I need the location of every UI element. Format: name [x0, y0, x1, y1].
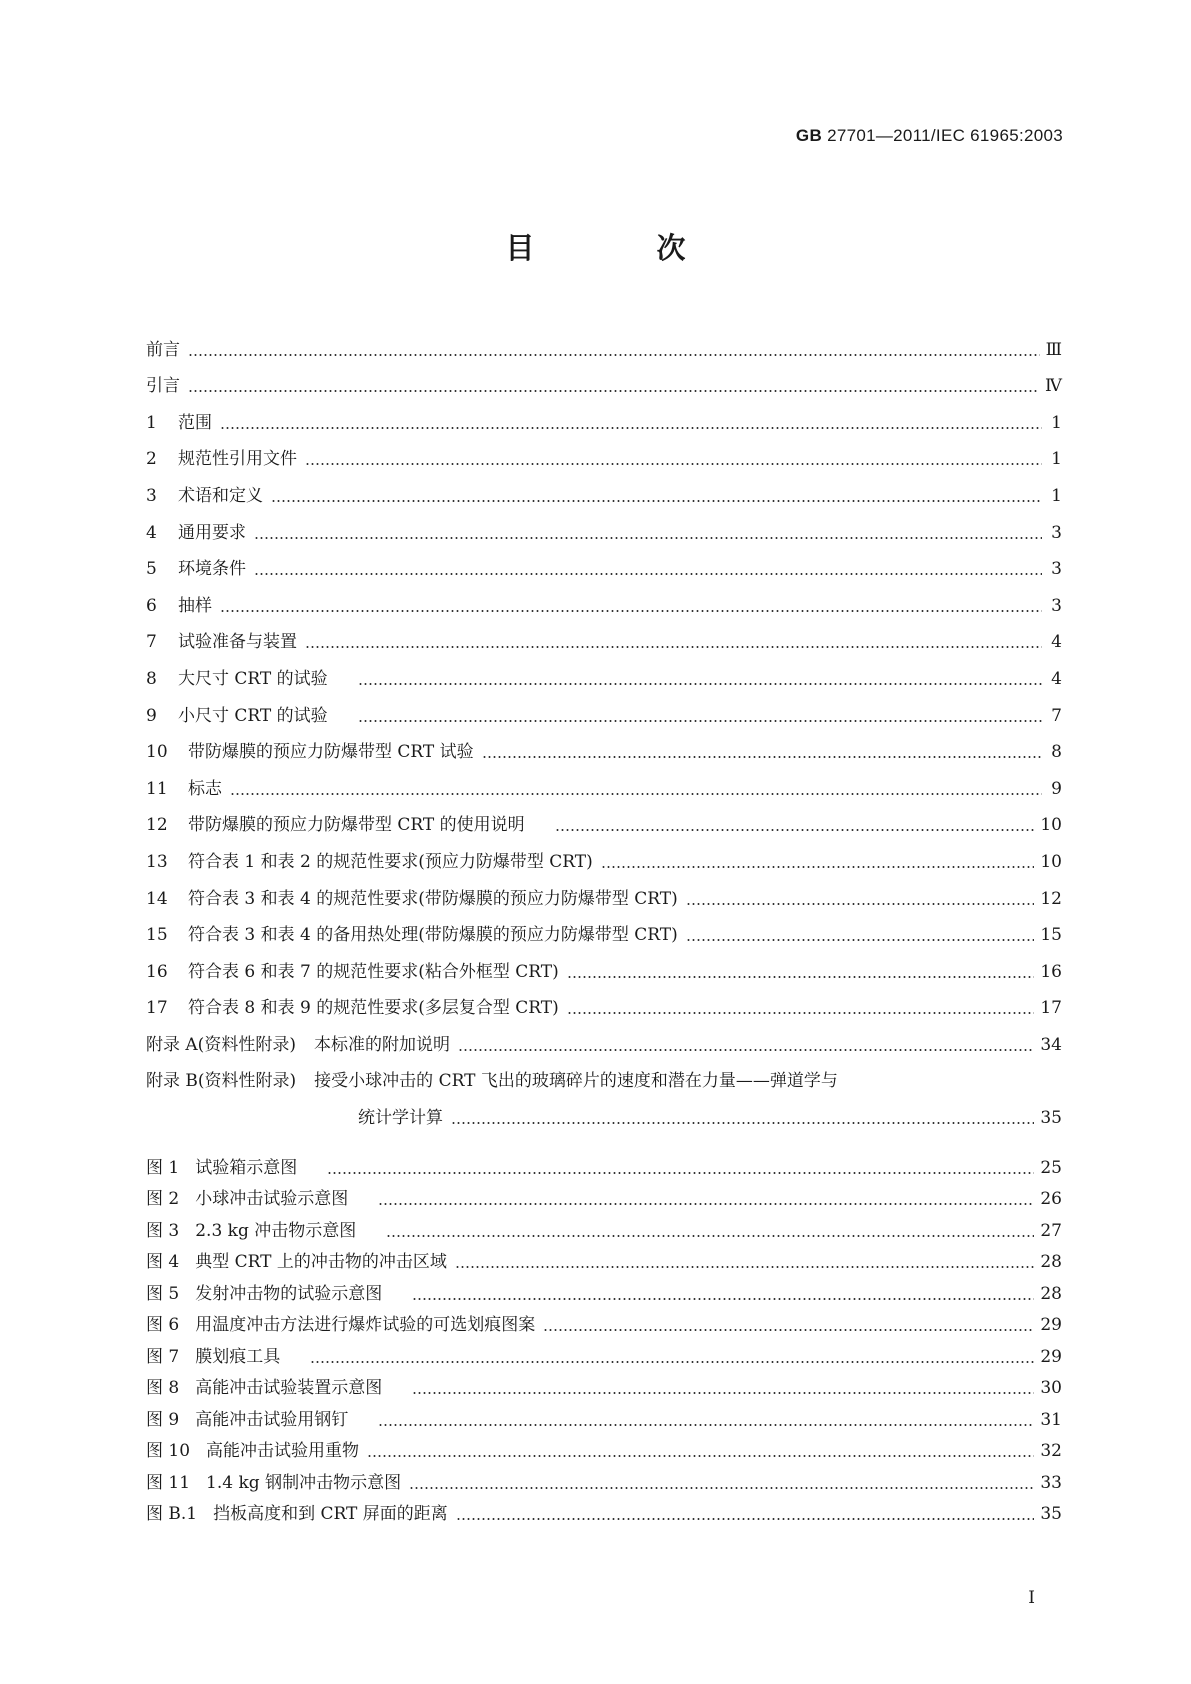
toc-entry-page: Ⅳ: [1045, 376, 1062, 397]
toc-entry-number: 17: [146, 998, 168, 1019]
figure-number: 图 8: [146, 1378, 180, 1398]
dot-leader: [254, 537, 1042, 539]
dot-leader: [367, 1455, 1034, 1457]
toc-entry-page: 4: [1051, 632, 1062, 653]
toc-figure-entry[interactable]: [146, 1210, 1062, 1242]
toc-entry-number: 9: [146, 705, 157, 726]
toc-entry[interactable]: [146, 544, 1062, 581]
toc-entry-number: 5: [146, 559, 157, 580]
toc-entry[interactable]: [146, 690, 1062, 727]
appendix-a-title: 本标准的附加说明: [313, 1034, 450, 1055]
figure-title: 1.4 kg 钢制冲击物示意图: [206, 1472, 402, 1493]
figure-page: 29: [1040, 1346, 1062, 1367]
toc-entry-title: 抽样: [178, 595, 212, 616]
dot-leader: [412, 1298, 1034, 1300]
toc-entry[interactable]: [146, 434, 1062, 471]
standard-number-header: [796, 126, 1063, 146]
dot-leader: [686, 939, 1035, 941]
figure-page: 29: [1040, 1315, 1062, 1335]
figure-title: 小球冲击试验示意图: [195, 1189, 349, 1209]
figure-number: 图 10: [146, 1441, 191, 1461]
dot-leader: [188, 390, 1039, 392]
toc-entry[interactable]: [146, 946, 1062, 983]
toc-entry-number: 15: [146, 925, 168, 946]
dot-leader: [451, 1122, 1034, 1124]
dot-leader: [305, 646, 1042, 648]
figure-title: 用温度冲击方法进行爆炸试验的可选划痕图案: [195, 1315, 536, 1335]
page-title: 目 次: [505, 231, 742, 265]
toc-entry-number: 8: [146, 668, 157, 689]
figure-page: 25: [1040, 1157, 1062, 1178]
toc-entry-title: 大尺寸 CRT 的试验: [178, 668, 328, 689]
figure-number: 图 3: [146, 1220, 180, 1241]
dot-leader: [412, 1392, 1034, 1394]
toc-entry[interactable]: [146, 470, 1062, 507]
toc-entry-page: Ⅲ: [1045, 339, 1062, 360]
toc-entry-number: 13: [146, 851, 168, 872]
dot-leader: [305, 463, 1042, 465]
toc-entry-page: 15: [1040, 925, 1062, 946]
toc-entry-title: 引言: [146, 376, 180, 397]
figure-title: 发射冲击物的试验示意图: [195, 1283, 383, 1304]
toc-entry-title: 试验准备与装置: [178, 632, 297, 653]
figure-page: 27: [1040, 1220, 1062, 1241]
footer-page-number: Ⅰ: [1028, 1588, 1035, 1608]
dot-leader: [686, 903, 1035, 905]
toc-entry[interactable]: [146, 653, 1062, 690]
toc-entry-number: 6: [146, 595, 157, 616]
toc-entry-page: 3: [1051, 522, 1062, 543]
toc-entry-title: 带防爆膜的预应力防爆带型 CRT 的使用说明: [188, 815, 525, 836]
toc-entry[interactable]: [146, 983, 1062, 1020]
toc-entry-title: 符合表 6 和表 7 的规范性要求(粘合外框型 CRT): [188, 961, 559, 982]
toc-entry-number: 2: [146, 449, 157, 470]
figure-page: 28: [1040, 1252, 1062, 1272]
toc-entry-title: 符合表 8 和表 9 的规范性要求(多层复合型 CRT): [188, 998, 559, 1019]
toc-figure-entry[interactable]: [146, 1399, 1062, 1431]
figure-number: 图 7: [146, 1346, 180, 1367]
dot-leader: [327, 1172, 1034, 1174]
appendix-a-prefix: 附录 A(资料性附录): [146, 1034, 296, 1055]
toc-entry-page: 9: [1051, 778, 1062, 799]
figure-number: 图 6: [146, 1315, 180, 1335]
toc-entry-page: 3: [1051, 559, 1062, 580]
toc-entry-title: 小尺寸 CRT 的试验: [178, 705, 328, 726]
figure-title: 高能冲击试验用重物: [206, 1441, 360, 1461]
toc-entry-number: 11: [146, 778, 168, 799]
figure-page: 28: [1040, 1283, 1062, 1304]
toc-entry-title: 符合表 3 和表 4 的备用热处理(带防爆膜的预应力防爆带型 CRT): [188, 925, 678, 946]
toc-figure-entry[interactable]: [146, 1242, 1062, 1274]
toc-entry-title: 环境条件: [178, 559, 246, 580]
toc-entry-page: 17: [1040, 998, 1062, 1019]
figure-number: 图 5: [146, 1283, 180, 1304]
toc-figure-entry[interactable]: [146, 1273, 1062, 1305]
dot-leader: [230, 793, 1042, 795]
toc-entry[interactable]: [146, 397, 1062, 434]
toc-figure-entry[interactable]: [146, 1494, 1062, 1526]
toc-appendix-a[interactable]: [146, 1019, 1062, 1056]
figure-title: 高能冲击试验装置示意图: [195, 1378, 383, 1398]
figure-number: 图 9: [146, 1409, 180, 1430]
toc-entry[interactable]: [146, 727, 1062, 764]
toc-main-list: [146, 324, 1062, 1129]
figure-number: 图 B.1: [146, 1504, 198, 1524]
toc-entry-number: 14: [146, 888, 168, 909]
figure-title: 典型 CRT 上的冲击物的冲击区域: [195, 1252, 447, 1272]
figure-number: 图 1: [146, 1157, 180, 1178]
dot-leader: [409, 1487, 1034, 1489]
toc-figure-entry[interactable]: [146, 1431, 1062, 1463]
toc-figure-list: [146, 1147, 1062, 1525]
figure-page: 32: [1040, 1441, 1062, 1461]
dot-leader: [378, 1424, 1034, 1426]
dot-leader: [567, 976, 1035, 978]
dot-leader: [543, 1329, 1034, 1331]
appendix-b-page: 35: [1040, 1108, 1062, 1129]
dot-leader: [358, 720, 1042, 722]
dot-leader: [567, 1012, 1035, 1014]
figure-number: 图 2: [146, 1189, 180, 1209]
toc-entry-page: 1: [1051, 485, 1062, 506]
toc-entry-title: 前言: [146, 339, 180, 360]
toc-entry-title: 标志: [188, 778, 222, 799]
toc-entry-number: 12: [146, 815, 168, 836]
toc-appendix-b[interactable]: [146, 1056, 1062, 1093]
toc-figure-entry[interactable]: [146, 1305, 1062, 1337]
toc-figure-entry[interactable]: [146, 1462, 1062, 1494]
figure-number: 图 11: [146, 1472, 191, 1493]
dot-leader: [456, 1518, 1035, 1520]
appendix-b-prefix: 附录 B(资料性附录): [146, 1071, 297, 1092]
figure-number: 图 4: [146, 1252, 180, 1272]
dot-leader: [555, 829, 1035, 831]
dot-leader: [254, 573, 1042, 575]
dot-leader: [458, 1049, 1034, 1051]
toc-entry-page: 1: [1051, 412, 1062, 433]
dot-leader: [386, 1235, 1034, 1237]
dot-leader: [601, 866, 1035, 868]
toc-entry-page: 10: [1040, 851, 1062, 872]
toc-entry-title: 规范性引用文件: [178, 449, 297, 470]
toc-entry-number: 1: [146, 412, 157, 433]
appendix-b-title-line2: 统计学计算: [358, 1108, 443, 1129]
toc-figure-entry[interactable]: [146, 1179, 1062, 1211]
toc-entry[interactable]: [146, 910, 1062, 947]
standard-gb-prefix: GB: [795, 126, 823, 145]
toc-entry-page: 8: [1051, 742, 1062, 763]
figure-page: 33: [1040, 1472, 1062, 1493]
figure-page: 35: [1040, 1504, 1062, 1524]
figure-title: 膜划痕工具: [195, 1346, 281, 1367]
appendix-b-title-line1: 接受小球冲击的 CRT 飞出的玻璃碎片的速度和潜在力量——弹道学与: [314, 1071, 838, 1092]
toc-entry[interactable]: [146, 836, 1062, 873]
toc-entry[interactable]: [146, 617, 1062, 654]
dot-leader: [310, 1361, 1034, 1363]
toc-entry-title: 通用要求: [178, 522, 246, 543]
figure-page: 30: [1040, 1378, 1062, 1398]
toc-figure-entry[interactable]: [146, 1147, 1062, 1179]
toc-entry-page: 3: [1051, 595, 1062, 616]
toc-figure-entry[interactable]: [146, 1368, 1062, 1400]
toc-entry[interactable]: [146, 763, 1062, 800]
toc-entry-number: 4: [146, 522, 157, 543]
toc-entry-title: 带防爆膜的预应力防爆带型 CRT 试验: [188, 742, 474, 763]
figure-title: 2.3 kg 冲击物示意图: [195, 1220, 357, 1241]
toc-entry[interactable]: [146, 324, 1062, 361]
toc-entry-title: 范围: [178, 412, 212, 433]
dot-leader: [220, 427, 1042, 429]
toc-entry-page: 7: [1051, 705, 1062, 726]
dot-leader: [271, 500, 1042, 502]
toc-entry[interactable]: [146, 507, 1062, 544]
dot-leader: [482, 756, 1042, 758]
toc-entry-page: 10: [1040, 815, 1062, 836]
toc-entry-page: 1: [1051, 449, 1062, 470]
dot-leader: [455, 1266, 1034, 1268]
toc-entry-page: 16: [1040, 961, 1062, 982]
toc-entry-title: 符合表 3 和表 4 的规范性要求(带防爆膜的预应力防爆带型 CRT): [188, 888, 678, 909]
toc-entry[interactable]: [146, 800, 1062, 837]
standard-number: 27701—2011/IEC 61965:2003: [827, 126, 1063, 145]
figure-page: 31: [1040, 1409, 1062, 1430]
toc-entry-title: 符合表 1 和表 2 的规范性要求(预应力防爆带型 CRT): [188, 851, 593, 872]
toc-entry[interactable]: [146, 580, 1062, 617]
toc-entry-page: 4: [1051, 668, 1062, 689]
toc-entry[interactable]: [146, 361, 1062, 398]
toc-entry-title: 术语和定义: [178, 485, 263, 506]
toc-appendix-b-continued[interactable]: [146, 1092, 1062, 1129]
toc-entry-page: 12: [1040, 888, 1062, 909]
figure-page: 26: [1040, 1189, 1062, 1209]
toc-figure-entry[interactable]: [146, 1336, 1062, 1368]
dot-leader: [378, 1203, 1034, 1205]
figure-title: 高能冲击试验用钢钉: [195, 1409, 349, 1430]
toc-entry-number: 7: [146, 632, 157, 653]
toc-entry-number: 16: [146, 961, 168, 982]
dot-leader: [220, 610, 1042, 612]
figure-title: 试验箱示意图: [195, 1157, 298, 1178]
toc-entry[interactable]: [146, 873, 1062, 910]
dot-leader: [358, 683, 1042, 685]
toc-entry-number: 10: [146, 742, 168, 763]
toc-entry-number: 3: [146, 485, 157, 506]
dot-leader: [188, 354, 1040, 356]
appendix-a-page: 34: [1040, 1034, 1062, 1055]
figure-title: 挡板高度和到 CRT 屏面的距离: [213, 1504, 448, 1524]
